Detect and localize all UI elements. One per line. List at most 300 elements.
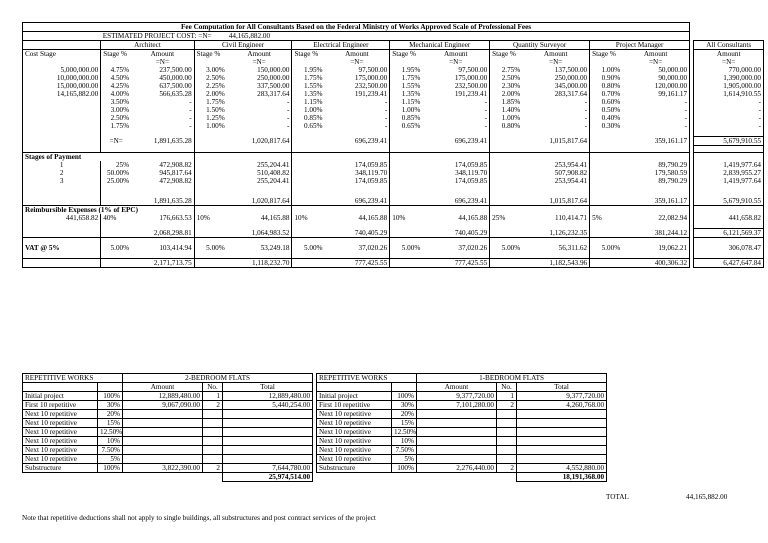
stage-total: 1,891,635.28 (153, 197, 192, 205)
spacer-cell (292, 206, 325, 215)
fee-value: 0.50% (590, 106, 623, 114)
stage-total: 359,161.17 (622, 197, 689, 206)
rep-label: Initial project (317, 392, 392, 401)
header-amount: Amount (622, 50, 689, 59)
stage-amount-all: 1,419,977.64 (694, 161, 764, 169)
fee-value: 5,000,000.00 (23, 66, 101, 74)
fee-value: 1.15% (292, 98, 325, 106)
vat-value: 5.00% (194, 244, 227, 252)
rep-amount (123, 437, 203, 446)
stage-amount: 472,908.82 (159, 177, 192, 185)
rep-header-row (317, 374, 607, 383)
rep-label: Next 10 repetitive (23, 446, 98, 455)
fee-value: - (694, 98, 764, 106)
rep-total-header: Total (517, 383, 607, 392)
spacer-cell (390, 153, 423, 162)
spacer-cell (317, 383, 392, 392)
fee-value: 191,239.41 (354, 90, 388, 98)
rep-pct: 10% (392, 437, 417, 446)
fee-value: 232,500.00 (454, 82, 488, 90)
rep-total: 9,377,720.00 (517, 392, 607, 401)
reimbursable-subtotal: 1,064,983.52 (251, 228, 290, 237)
rep-pct: 15% (392, 419, 417, 428)
stage-amount: 174,059.85 (454, 177, 488, 185)
fee-row (23, 122, 764, 130)
fee-value: 0.85% (390, 114, 423, 122)
rep-sum-row (317, 473, 607, 482)
fee-value: 1.50% (194, 106, 227, 114)
fee-value: - (287, 114, 290, 122)
footnote: Note that repetitive deductions shall not apply to single buildings, all substructures and post contract services of the project (22, 514, 376, 522)
grand-total-all: 6,427,647.84 (694, 259, 764, 268)
reimbursable-value: 5% (590, 214, 623, 222)
fee-value: - (584, 122, 588, 130)
spacer-cell (23, 137, 101, 146)
rep-row (23, 392, 313, 401)
fee-value: 1.75% (390, 74, 423, 82)
repetitive-works-1bed (316, 373, 607, 482)
spacer-cell (194, 229, 227, 238)
header-electrical: Electrical Engineer (292, 41, 390, 50)
estimated-cost-value: 44,165,882.00 (228, 32, 271, 40)
fee-value: 1.95% (390, 66, 423, 74)
rep-no-header: No. (203, 383, 223, 392)
header-qs: Quantity Surveyor (490, 41, 590, 50)
spacer-cell (392, 383, 417, 392)
rep-row (317, 419, 607, 428)
fee-value: - (189, 106, 192, 114)
spacer-cell (292, 146, 325, 153)
fee-value: 1.25% (194, 114, 227, 122)
rep-no-header: No. (497, 383, 517, 392)
rep-label: First 10 repetitive (23, 401, 98, 410)
reimbursable-value: 40% (101, 214, 131, 222)
rep-pct: 20% (392, 410, 417, 419)
rep-pct: 5% (98, 455, 123, 464)
spacer-cell (694, 146, 764, 153)
rep-count (497, 410, 517, 419)
stage-amount: 179,580.59 (622, 169, 689, 177)
fee-value: 3.00% (194, 66, 227, 74)
spacer-cell (194, 197, 227, 206)
reimb-row (23, 214, 764, 222)
spacer-cell (590, 197, 623, 206)
fee-value: 1.75% (194, 98, 227, 106)
fee-value: 0.70% (590, 90, 623, 98)
spacer-cell (390, 137, 423, 146)
spacer-cell (23, 146, 101, 153)
fee-value: - (694, 106, 764, 114)
vat-total: 306,078.47 (694, 244, 764, 252)
fee-rows (23, 66, 764, 268)
spacer-cell (590, 229, 623, 238)
fee-total: 359,161.17 (622, 137, 689, 146)
rep-pct: 7.50% (392, 446, 417, 455)
spacer-cell (490, 161, 523, 169)
spacer-cell (325, 206, 390, 215)
spacer-cell (392, 473, 417, 482)
fee-value: 237,500.00 (159, 66, 192, 74)
reimbursable-value: 44,165.88 (358, 214, 388, 222)
fee-value: 1.00% (390, 106, 423, 114)
spacer-cell (390, 206, 423, 215)
fee-value: - (622, 122, 689, 130)
fee-value: 1.35% (292, 90, 325, 98)
header-all: All Consultants (694, 41, 764, 50)
header-stage-pct: Stage % (194, 50, 227, 59)
rep-row (23, 428, 313, 437)
rep-label: Next 10 repetitive (317, 410, 392, 419)
reimbursable-value: 22,082.94 (622, 214, 689, 222)
fee-value: 250,000.00 (554, 74, 588, 82)
fee-value: 2.50% (490, 74, 523, 82)
stage-amount: 89,790.29 (622, 177, 689, 185)
rep-total (223, 410, 313, 419)
grand-total: 1,182,543.96 (522, 259, 589, 268)
spacer-cell (390, 197, 423, 206)
spacer-cell (522, 146, 589, 153)
stage-amount: 507,908.82 (554, 169, 588, 177)
vat-value: 56,311.62 (558, 244, 588, 252)
spacer-cell (194, 146, 227, 153)
fee-value: - (189, 98, 192, 106)
fee-value: 770,000.00 (694, 66, 764, 74)
spacer-cell (131, 146, 194, 153)
rep-row (317, 392, 607, 401)
fee-value: 0.65% (292, 122, 325, 130)
fee-value: 0.40% (590, 114, 623, 122)
rep-total (517, 428, 607, 437)
spacer-cell (590, 206, 623, 215)
fee-value: 2.25% (194, 82, 227, 90)
vat-value: 37,020.26 (458, 244, 488, 252)
spacer-cell (194, 259, 227, 268)
fee-value: 2.30% (490, 82, 523, 90)
spacer-cell (317, 473, 392, 482)
rep-building-type: 1-BEDROOM FLATS (417, 374, 607, 383)
fee-value: 191,239.41 (454, 90, 488, 98)
fee-value: 0.60% (590, 98, 623, 106)
fee-row (23, 114, 764, 122)
header-amount: Amount (325, 50, 390, 59)
rep-amount: 9,067,090.00 (123, 401, 203, 410)
rep-pct: 30% (98, 401, 123, 410)
fee-value: 1.95% (292, 66, 325, 74)
rep-header-row (23, 374, 313, 383)
rep-count (203, 419, 223, 428)
fee-total: 1,891,635.28 (153, 136, 192, 145)
header-naira: =N= (449, 58, 463, 66)
fee-total: 696,239.41 (354, 136, 388, 145)
spacer-cell (490, 197, 523, 206)
vat-value: 5.00% (390, 244, 423, 252)
header-stage-pct: Stage % (101, 50, 131, 59)
reimbursable-value: 44,165.88 (260, 214, 290, 222)
spacer-cell (227, 206, 292, 215)
rep-amount (417, 428, 497, 437)
reimbursable-value: 44,165.88 (458, 214, 488, 222)
spacer-cell (590, 259, 623, 268)
fee-value: 0.30% (590, 122, 623, 130)
rep-subheader-row (317, 383, 607, 392)
reimbursable-subtotal: 740,405.29 (454, 228, 488, 237)
header-naira: =N= (549, 58, 563, 66)
fee-value: - (694, 122, 764, 130)
fee-value: - (189, 114, 192, 122)
fee-value: 0.90% (590, 74, 623, 82)
rep-amount: 7,101,280.00 (417, 401, 497, 410)
stage-total: 696,239.41 (354, 197, 388, 205)
spacer-cell (694, 153, 764, 162)
rep-label: Next 10 repetitive (23, 437, 98, 446)
rep-building-type: 2-BEDROOM FLATS (123, 374, 313, 383)
header-naira: =N= (622, 58, 689, 66)
spacer-cell (390, 259, 423, 268)
rep-label: Next 10 repetitive (317, 419, 392, 428)
spacer-cell (490, 229, 523, 238)
fee-value: - (287, 106, 290, 114)
grand-total-row (23, 259, 764, 268)
vat-value: 5.00% (490, 244, 523, 252)
rep-pct: 30% (392, 401, 417, 410)
fee-value: 1,390,000.00 (694, 74, 764, 82)
stage-total-all: 5,679,910.55 (694, 197, 764, 206)
vat-row (23, 244, 764, 252)
fee-value: 1.85% (490, 98, 523, 106)
grand-total: 777,425.55 (325, 259, 390, 268)
rep-amount (123, 410, 203, 419)
rep-count (497, 428, 517, 437)
spacer-cell (227, 153, 292, 162)
rep-pct: 5% (392, 455, 417, 464)
rep-amount (417, 446, 497, 455)
reimbursable-value: 10% (292, 214, 325, 222)
fee-value: 1.40% (490, 106, 523, 114)
fee-value: - (484, 114, 488, 122)
fee-value: - (384, 106, 388, 114)
rep-count: 2 (203, 401, 223, 410)
rep-row (317, 455, 607, 464)
reimbursable-value: 441,658.82 (23, 214, 101, 222)
rep-count (203, 446, 223, 455)
spacer-cell (422, 153, 489, 162)
fee-value: 1.55% (292, 82, 325, 90)
stage-amount: 174,059.85 (454, 161, 488, 169)
spacer-cell (292, 153, 325, 162)
rep-total (223, 455, 313, 464)
spacer-cell (194, 137, 227, 146)
reimbursable-subtotal: 1,126,232.35 (549, 228, 588, 237)
spacer-cell (522, 206, 589, 215)
stage-number: 3 (23, 177, 101, 185)
header-naira: =N= (155, 58, 170, 66)
header-amount: Amount (694, 50, 764, 59)
spacer-cell (422, 206, 489, 215)
rep-count (203, 437, 223, 446)
spacer-cell (325, 153, 390, 162)
fee-value: - (484, 122, 488, 130)
fee-row (23, 66, 764, 74)
fee-value: - (584, 98, 588, 106)
fee-value: 14,165,882.00 (23, 90, 101, 98)
spacer-cell (590, 177, 623, 185)
rep-count: 1 (203, 392, 223, 401)
grand-total: 777,425.55 (422, 259, 489, 268)
rep-label: First 10 repetitive (317, 401, 392, 410)
stage-total: 696,239.41 (454, 197, 488, 205)
rep-row (317, 437, 607, 446)
rep-total (223, 446, 313, 455)
rep-row (317, 410, 607, 419)
spacer-cell (292, 259, 325, 268)
rep-total (223, 428, 313, 437)
reimbursable-value: 10% (194, 214, 227, 222)
rep-label: Next 10 repetitive (317, 437, 392, 446)
rep-total: 7,644,780.00 (223, 464, 313, 473)
spacer-cell (490, 146, 523, 153)
rep-total (517, 419, 607, 428)
fee-value: - (484, 98, 488, 106)
rep-row (23, 401, 313, 410)
fee-value (23, 114, 101, 122)
stage-amount: 89,790.29 (622, 161, 689, 169)
spacer-cell (23, 259, 101, 268)
stage-pct: 25% (101, 161, 131, 169)
estimated-cost-label: ESTIMATED PROJECT COST: =N= (102, 32, 212, 40)
fee-value: 1.75% (292, 74, 325, 82)
rep-row (317, 446, 607, 455)
spacer-cell (390, 229, 423, 238)
rep-count: 1 (497, 392, 517, 401)
fee-total: 1,020,817.64 (251, 136, 290, 145)
fee-computation-table (22, 22, 764, 268)
stage-amount: 348,119.70 (355, 169, 388, 177)
spacer-cell (417, 473, 497, 482)
stage-amount: 945,817.64 (159, 169, 192, 177)
spacer-cell (490, 169, 523, 177)
reimbursable-value: 25% (490, 214, 523, 222)
rep-heading: REPETITIVE WORKS (317, 374, 417, 383)
stages-header-row (23, 153, 764, 162)
header-naira: =N= (694, 58, 764, 66)
rep-amount (123, 455, 203, 464)
fee-value: 345,000.00 (554, 82, 588, 90)
fee-row (23, 74, 764, 82)
spacer-cell (490, 177, 523, 185)
rep-count (203, 410, 223, 419)
rep-amount (417, 410, 497, 419)
vat-value: 103,414.94 (159, 244, 192, 252)
rep-amount (123, 419, 203, 428)
fee-value: - (622, 106, 689, 114)
stage-row (23, 161, 764, 169)
rep-count (497, 437, 517, 446)
fee-value: - (694, 114, 764, 122)
rep-row (23, 419, 313, 428)
rep-sum-row (23, 473, 313, 482)
reimbursable-subtotal: 381,244.12 (622, 229, 689, 238)
fee-row (23, 90, 764, 98)
fee-value: - (287, 98, 290, 106)
rep-amount (417, 455, 497, 464)
spacer-cell (292, 229, 325, 238)
fee-value (23, 98, 101, 106)
rep-row (23, 437, 313, 446)
spacer-cell (694, 206, 764, 215)
rep-row (317, 401, 607, 410)
reimbursable-value: 176,663.53 (159, 214, 192, 222)
rep-total (223, 437, 313, 446)
fee-value: 0.80% (590, 82, 623, 90)
rep-count (497, 419, 517, 428)
fee-value: 4.75% (101, 66, 131, 74)
spacer-cell (292, 177, 325, 185)
fee-value: 0.85% (292, 114, 325, 122)
rep-label: Initial project (23, 392, 98, 401)
spacer-cell (123, 473, 203, 482)
fee-row (23, 98, 764, 106)
rep-amount-header: Amount (123, 383, 203, 392)
rep-total: 4,552,880.00 (517, 464, 607, 473)
fee-value: 4.50% (101, 74, 131, 82)
currency-label: =N= (101, 137, 131, 146)
spacer-cell (194, 161, 227, 169)
spacer-cell (390, 146, 423, 153)
rep-row (23, 464, 313, 473)
spacer-cell (194, 206, 227, 215)
fee-value (23, 106, 101, 114)
header-amount: Amount (422, 50, 489, 59)
spacer-cell (490, 137, 523, 146)
vat-value: 53,249.18 (260, 244, 290, 252)
rep-amount-header: Amount (417, 383, 497, 392)
stage-number: 2 (23, 169, 101, 177)
rep-count: 2 (497, 401, 517, 410)
rep-pct: 15% (98, 419, 123, 428)
spacer-cell (292, 161, 325, 169)
spacer-cell (98, 383, 123, 392)
reimbursable-subtotal-all: 6,121,569.37 (694, 229, 764, 238)
header-amount: Amount (131, 50, 194, 59)
spacer-cell (390, 169, 423, 177)
header-amount: Amount (522, 50, 589, 59)
grand-total: 2,171,713.75 (131, 259, 194, 268)
spacer-row (23, 146, 764, 153)
fee-value: 1.00% (292, 106, 325, 114)
fee-value: 1.75% (101, 122, 131, 130)
spacer-cell (590, 153, 623, 162)
fee-value: 2.50% (194, 74, 227, 82)
fee-value: 4.00% (101, 90, 131, 98)
fee-value: 1.00% (590, 66, 623, 74)
spacer-cell (194, 177, 227, 185)
rep-count: 2 (497, 464, 517, 473)
fee-value: - (384, 98, 388, 106)
spacer-cell (292, 197, 325, 206)
stage-total-row (23, 197, 764, 206)
fee-value: - (622, 114, 689, 122)
fee-total-row (23, 137, 764, 146)
reimbursable-subtotal: 2,068,298.81 (153, 228, 192, 237)
rep-amount: 3,822,390.00 (123, 464, 203, 473)
header-amount: Amount (227, 50, 292, 59)
table-title: Fee Computation for All Consultants Based on the Federal Ministry of Works Approved Scale of Professional Fees (23, 23, 690, 32)
fee-value: 566,635.28 (159, 90, 192, 98)
rep-total: 4,260,768.00 (517, 401, 607, 410)
fee-value: 137,500.00 (554, 66, 588, 74)
spacer-cell (490, 259, 523, 268)
rep-pct: 10% (98, 437, 123, 446)
